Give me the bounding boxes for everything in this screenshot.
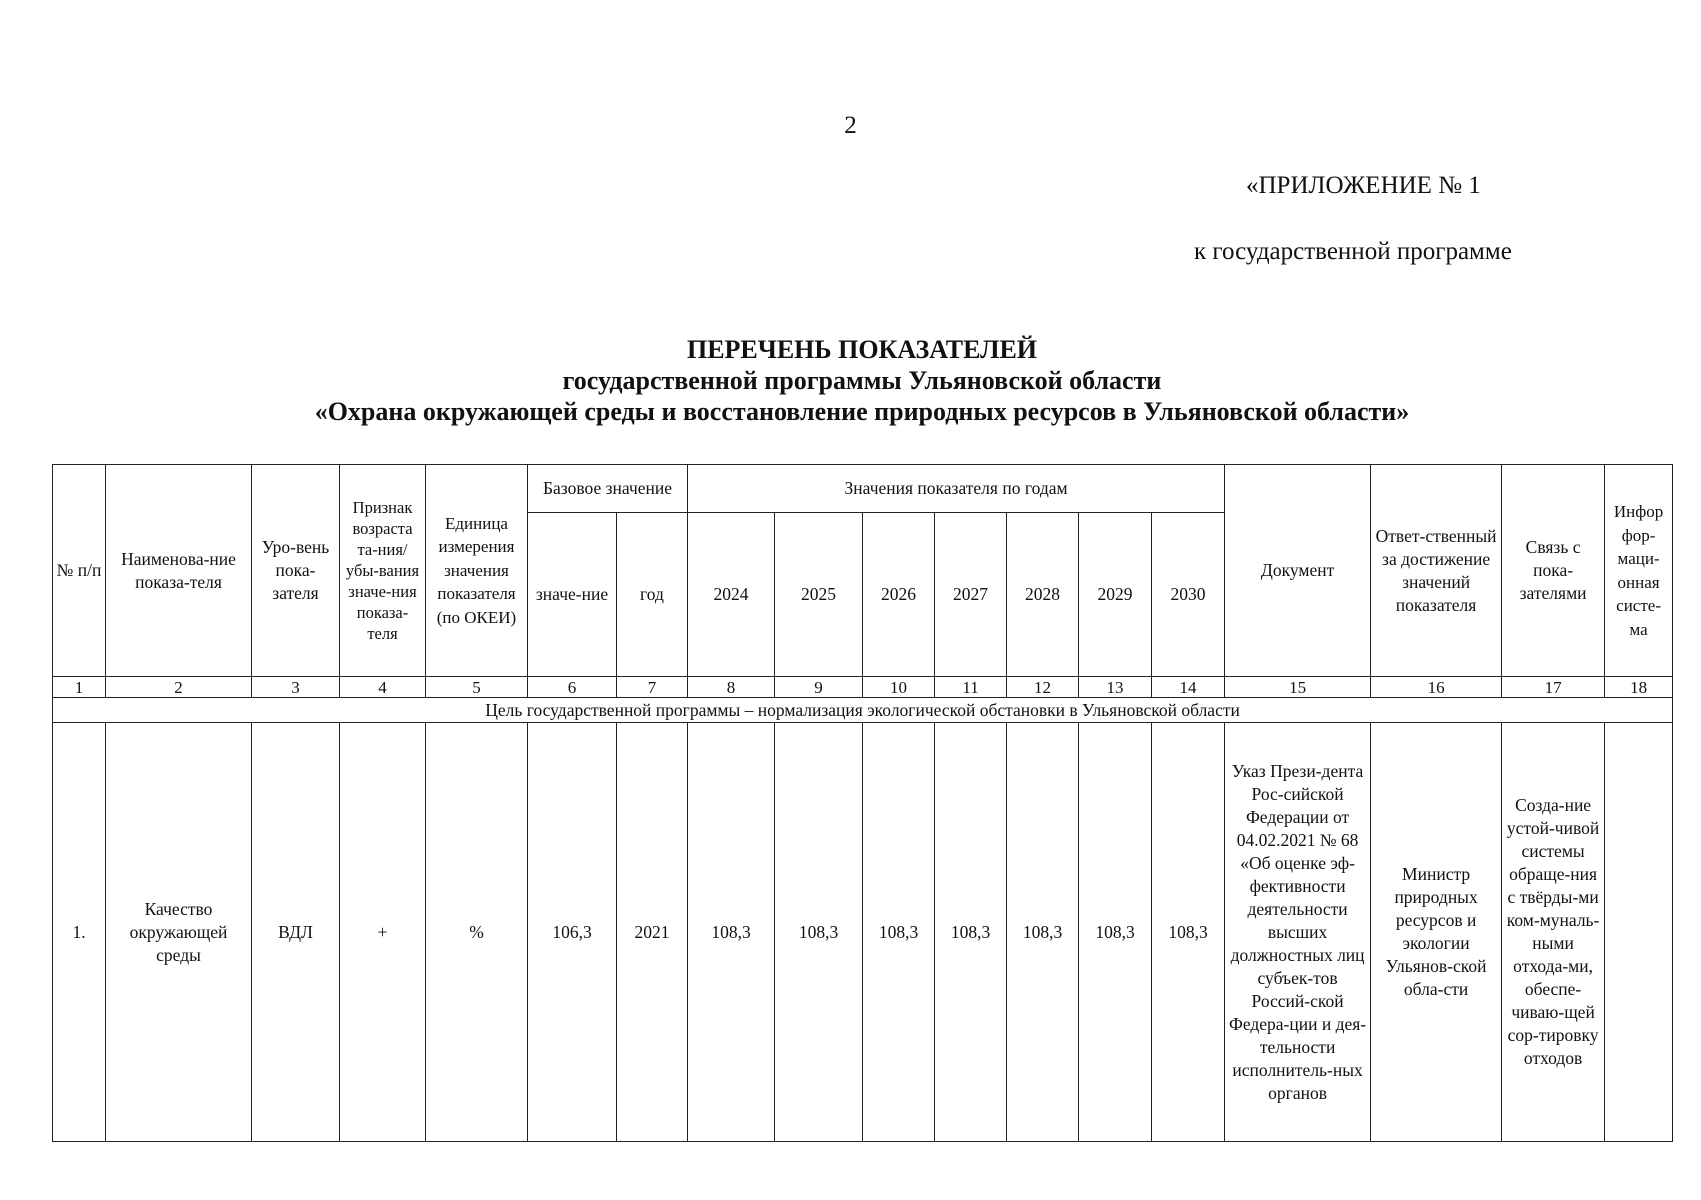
header-name: Наименова-ние показа-теля	[106, 465, 252, 677]
document-title-line-3: «Охрана окружающей среды и восстановление природных ресурсов в Ульяновской области»	[314, 397, 1410, 426]
header-base-group: Базовое значение	[528, 465, 688, 513]
row-sign: +	[340, 723, 426, 1142]
row-year-value: 108,3	[775, 723, 863, 1142]
document-title	[0, 334, 1701, 427]
row-num: 1.	[53, 723, 106, 1142]
header-year: 2026	[863, 513, 935, 677]
row-level: ВДЛ	[252, 723, 340, 1142]
column-number: 17	[1502, 677, 1605, 698]
row-document: Указ Прези-дента Рос-сийской Федерации от 04.02.2021 № 68 «Об оценке эф-фективности деятельности высших должностных лиц субъек-тов Россий-ской Федера-ции и дея-тельности исполнитель-ных органов	[1225, 723, 1371, 1142]
header-responsible: Ответ-ственный за достижение значений показателя	[1371, 465, 1502, 677]
header-link: Связь с пока-зателями	[1502, 465, 1605, 677]
row-link: Созда-ние устой-чивой системы обраще-ния с твёрды-ми ком-муналь-ными отхода-ми, обеспе-чиваю-щей сор-тировку отходов	[1502, 723, 1605, 1142]
column-number: 1	[53, 677, 106, 698]
header-year: 2024	[688, 513, 775, 677]
column-number: 7	[617, 677, 688, 698]
header-year: 2025	[775, 513, 863, 677]
appendix-title: «ПРИЛОЖЕНИЕ № 1	[1246, 172, 1481, 199]
header-year: 2029	[1079, 513, 1152, 677]
header-row	[53, 465, 1673, 513]
column-number: 9	[775, 677, 863, 698]
column-number: 13	[1079, 677, 1152, 698]
row-info-system	[1605, 723, 1673, 1142]
column-number: 18	[1605, 677, 1673, 698]
column-number-row	[53, 677, 1673, 698]
header-years-group: Значения показателя по годам	[688, 465, 1225, 513]
column-number: 16	[1371, 677, 1502, 698]
row-year-value: 108,3	[935, 723, 1007, 1142]
column-number: 5	[426, 677, 528, 698]
document-title-line-2: государственной программы Ульяновской области	[562, 366, 1162, 395]
column-number: 15	[1225, 677, 1371, 698]
page-number: 2	[844, 112, 857, 139]
header-base-value: значе-ние	[528, 513, 617, 677]
row-year-value: 108,3	[1007, 723, 1079, 1142]
column-number: 10	[863, 677, 935, 698]
column-number: 14	[1152, 677, 1225, 698]
header-unit: Единица измерения значения показателя (по ОКЕИ)	[426, 465, 528, 677]
program-goal: Цель государственной программы – нормализация экологической обстановки в Ульяновской области	[53, 698, 1673, 723]
header-year: 2027	[935, 513, 1007, 677]
document-title-line-1: ПЕРЕЧЕНЬ ПОКАЗАТЕЛЕЙ	[686, 335, 1038, 364]
row-year-value: 108,3	[688, 723, 775, 1142]
column-number: 4	[340, 677, 426, 698]
header-num: № п/п	[53, 465, 106, 677]
row-base-year: 2021	[617, 723, 688, 1142]
appendix-subtitle: к государственной программе	[1194, 238, 1512, 265]
indicators-table	[52, 464, 1673, 1142]
row-responsible: Министр природных ресурсов и экологии Ульянов-ской обла-сти	[1371, 723, 1502, 1142]
column-number: 6	[528, 677, 617, 698]
row-indicator-name: Качество окружающей среды	[106, 723, 252, 1142]
column-number: 2	[106, 677, 252, 698]
header-info-system: Инфор фор-маци-онная систе-ма	[1605, 465, 1673, 677]
row-base-value: 106,3	[528, 723, 617, 1142]
row-year-value: 108,3	[1152, 723, 1225, 1142]
column-number: 3	[252, 677, 340, 698]
column-number: 12	[1007, 677, 1079, 698]
table-row	[53, 723, 1673, 1142]
column-number: 11	[935, 677, 1007, 698]
header-year: 2028	[1007, 513, 1079, 677]
header-sign: Признак возраста та-ния/убы-вания значе-ния показа-теля	[340, 465, 426, 677]
row-year-value: 108,3	[863, 723, 935, 1142]
header-base-year: год	[617, 513, 688, 677]
row-year-value: 108,3	[1079, 723, 1152, 1142]
header-document: Документ	[1225, 465, 1371, 677]
header-year: 2030	[1152, 513, 1225, 677]
column-number: 8	[688, 677, 775, 698]
goal-row	[53, 698, 1673, 723]
row-unit: %	[426, 723, 528, 1142]
header-level: Уро-вень пока-зателя	[252, 465, 340, 677]
